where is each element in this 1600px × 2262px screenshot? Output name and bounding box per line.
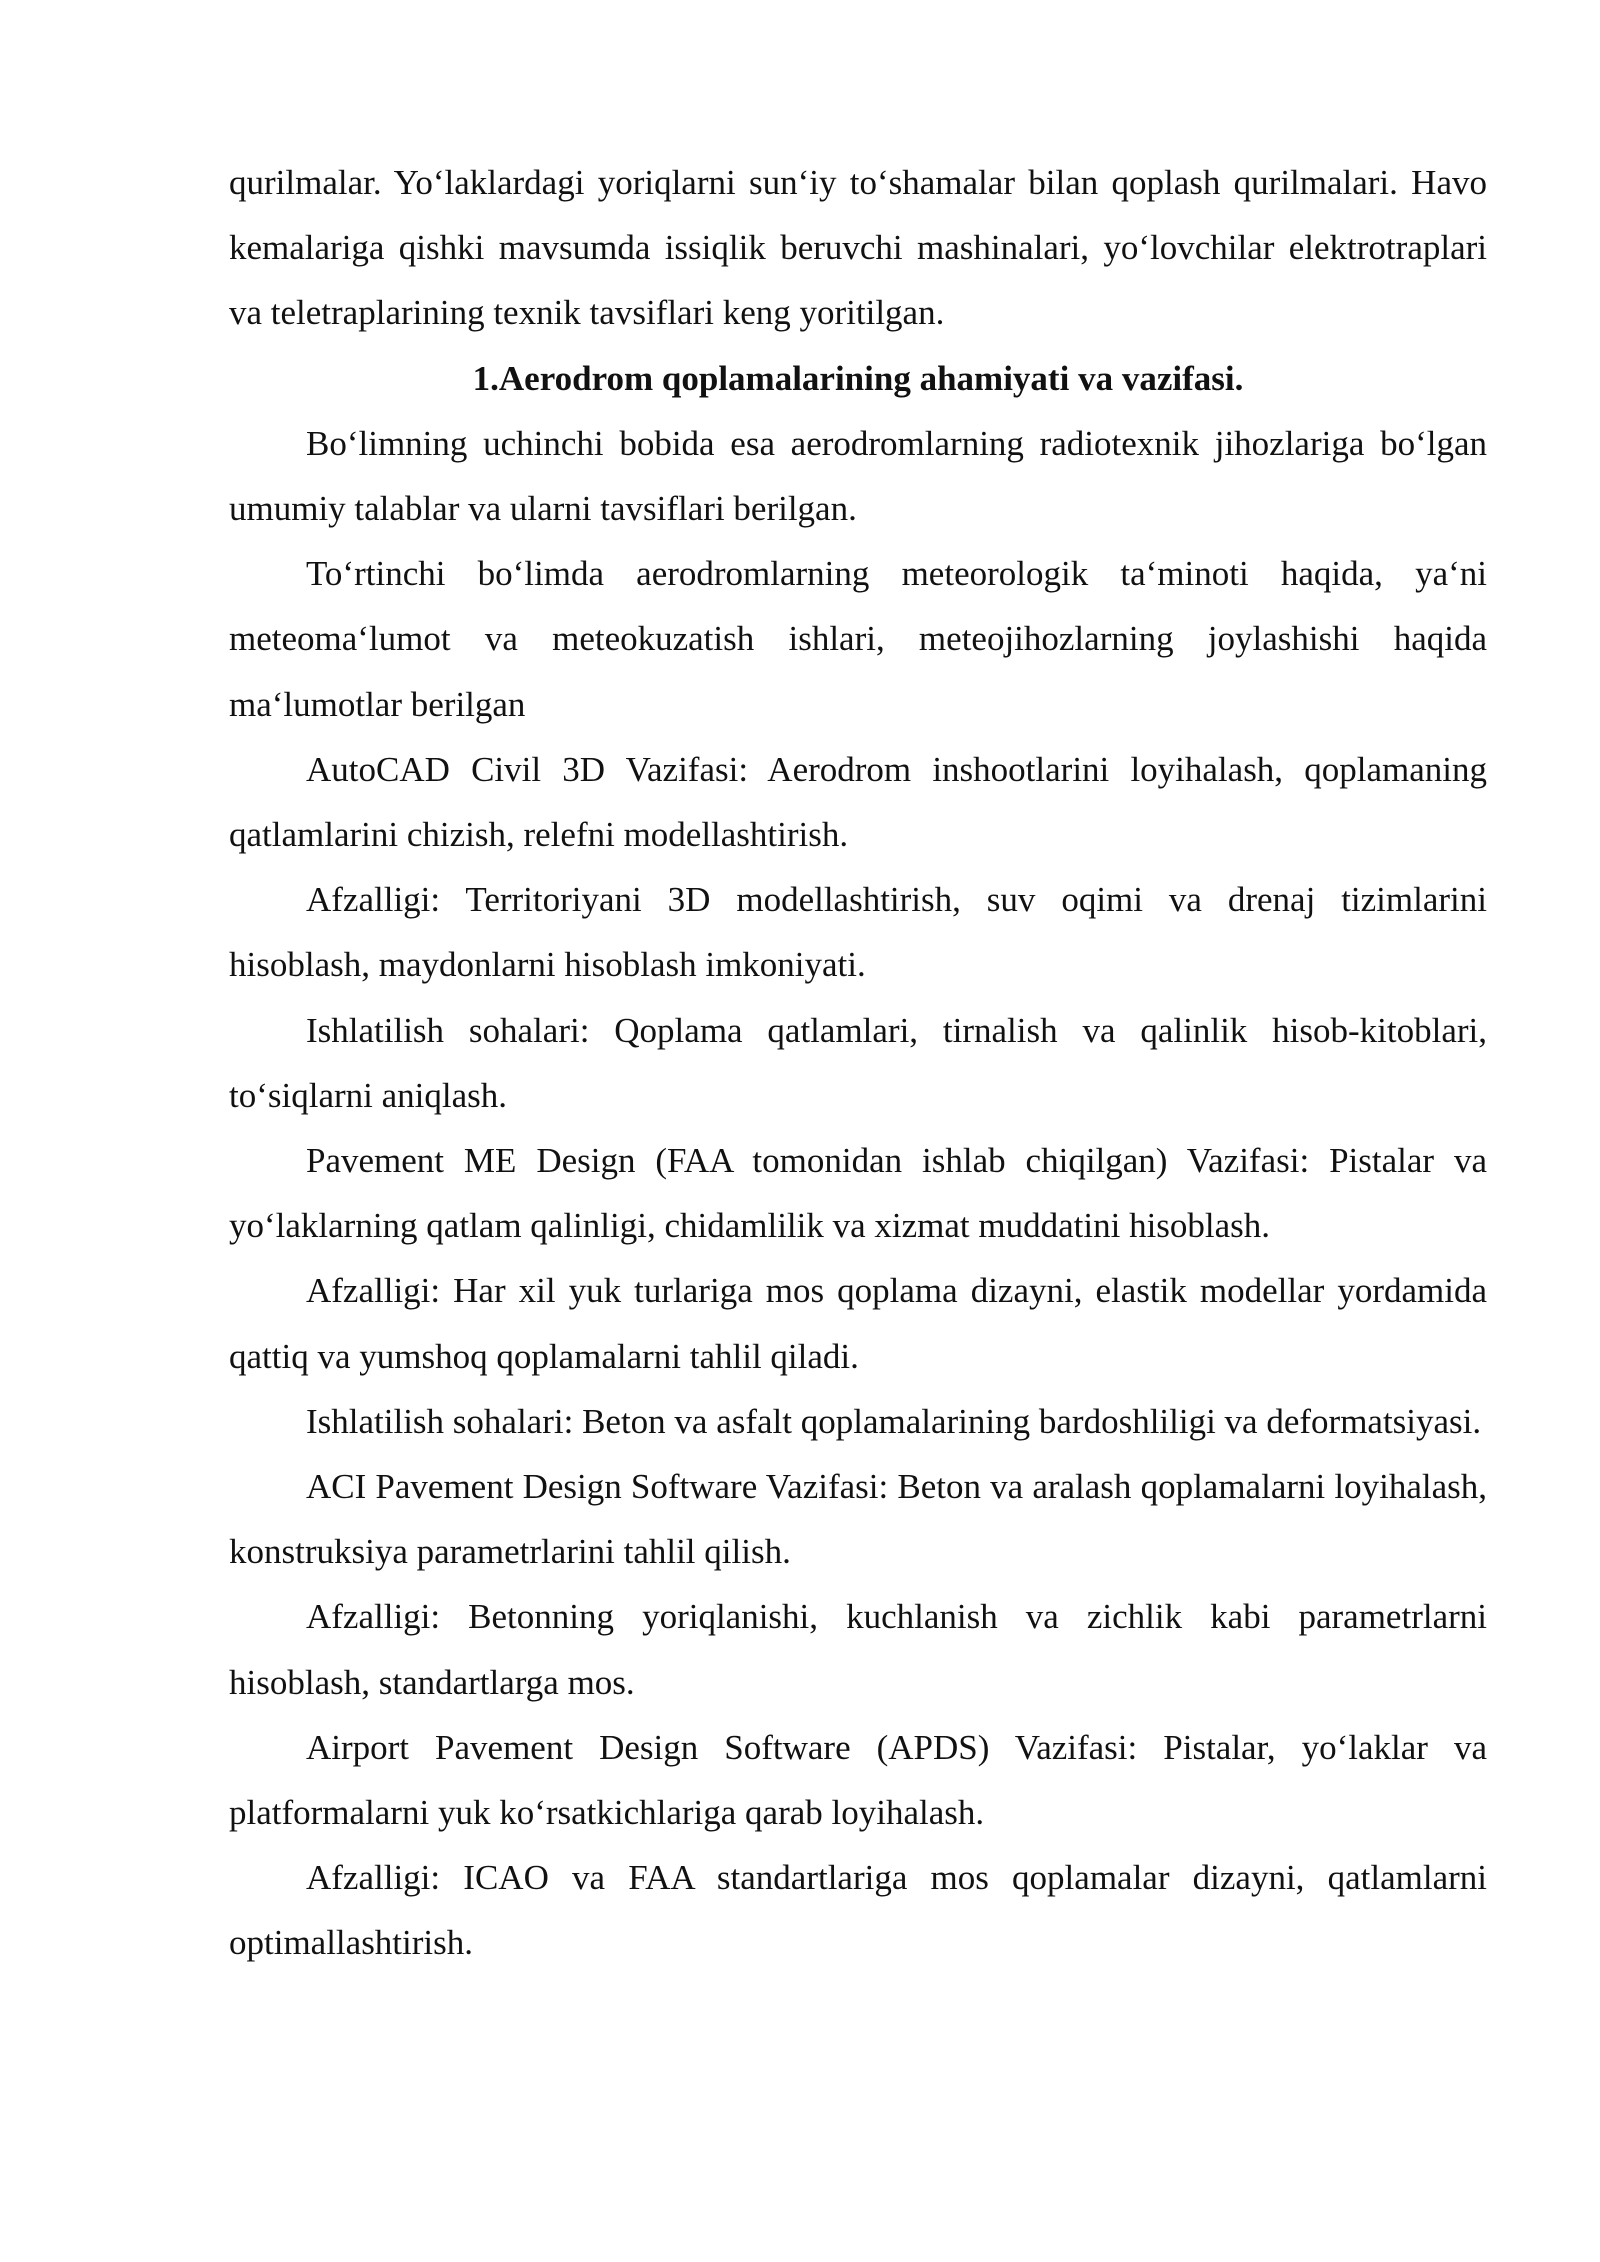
paragraph-autocad-usage: Ishlatilish sohalari: Qoplama qatlamlari, tirnalish va qalinlik hisob-kitoblari, to‘siqlarni aniqlash.: [229, 1010, 1487, 1115]
paragraph-aci-advantage: Afzalligi: Betonning yoriqlanishi, kuchlanish va zichlik kabi parametrlarni hisoblash, standartlarga mos.: [229, 1597, 1487, 1702]
paragraph-pavement-me-advantage: Afzalligi: Har xil yuk turlariga mos qoplama dizayni, elastik modellar yordamida qattiq va yumshoq qoplamalarni tahlil qiladi.: [229, 1271, 1487, 1376]
paragraph-pavement-me-usage: Ishlatilish sohalari: Beton va asfalt qoplamalarining bardoshliligi va deformatsiyasi.: [306, 1401, 1482, 1441]
paragraph-aci-task: ACI Pavement Design Software Vazifasi: Beton va aralash qoplamalarni loyihalash, konstruksiya parametrlarini tahlil qilish.: [229, 1467, 1487, 1572]
paragraph-continuation: qurilmalar. Yo‘laklardagi yoriqlarni sun‘iy to‘shamalar bilan qoplash qurilmalari. Havo kemalariga qishki mavsumda issiqlik beruvchi mashinalari, yo‘lovchilar elektrotraplari va teletraplarining texnik tavsiflari keng yoritilgan.: [229, 163, 1487, 333]
paragraph-apds-advantage: Afzalligi: ICAO va FAA standartlariga mos qoplamalar dizayni, qatlamlarni optimallashtirish.: [229, 1858, 1487, 1963]
paragraph-chapter-three: Bo‘limning uchinchi bobida esa aerodromlarning radiotexnik jihozlariga bo‘lgan umumiy talablar va ularni tavsiflari berilgan.: [229, 423, 1487, 529]
paragraph-apds-task: Airport Pavement Design Software (APDS) Vazifasi: Pistalar, yo‘laklar va platformalarni yuk ko‘rsatkichlariga qarab loyihalash.: [229, 1727, 1487, 1833]
section-heading: 1.Aerodrom qoplamalarining ahamiyati va vazifasi.: [472, 358, 1244, 398]
paragraph-pavement-me-task: Pavement ME Design (FAA tomonidan ishlab chiqilgan) Vazifasi: Pistalar va yo‘laklarning qatlam qalinligi, chidamlilik va xizmat muddatini hisoblash.: [229, 1141, 1487, 1246]
paragraph-autocad-advantage: Afzalligi: Territoriyani 3D modellashtirish, suv oqimi va drenaj tizimlarini hisoblash, maydonlarni hisoblash imkoniyati.: [229, 880, 1487, 985]
paragraph-autocad-task: AutoCAD Civil 3D Vazifasi: Aerodrom inshootlarini loyihalash, qoplamaning qatlamlarini chizish, relefni modellashtirish.: [229, 749, 1487, 855]
paragraph-chapter-four: To‘rtinchi bo‘limda aerodromlarning meteorologik ta‘minoti haqida, ya‘ni meteoma‘lumot va meteokuzatish ishlari, meteojihozlarning joylashishi haqida ma‘lumotlar berilgan: [229, 554, 1487, 724]
document-body: [229, 150, 1487, 1976]
